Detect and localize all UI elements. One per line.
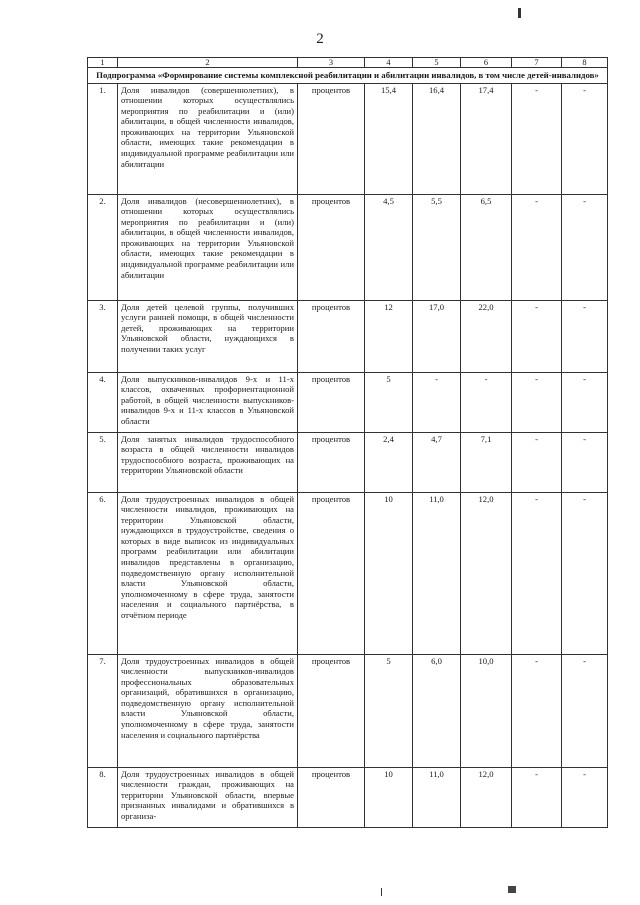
subprogram-title: Подпрограмма «Формирование системы комплексной реабилитации и абилитации инвалидов, в том числе детей-инвалидов»	[88, 68, 608, 84]
page-number: 2	[316, 31, 324, 47]
value-col8: -	[562, 300, 608, 372]
subprogram-row	[88, 68, 608, 84]
indicator-unit: процентов	[298, 767, 365, 827]
value-col5: 17,0	[413, 300, 461, 372]
value-col8: -	[562, 194, 608, 300]
value-col6: 17,4	[461, 83, 512, 194]
value-col4: 12	[365, 300, 413, 372]
value-col7: -	[512, 654, 562, 767]
value-col7: -	[512, 300, 562, 372]
value-col6: 10,0	[461, 654, 512, 767]
row-number: 6.	[88, 492, 118, 654]
value-col7: -	[512, 83, 562, 194]
indicator-unit: процентов	[298, 492, 365, 654]
table-row	[88, 300, 608, 372]
value-col8: -	[562, 83, 608, 194]
value-col6: 12,0	[461, 492, 512, 654]
value-col6: 6,5	[461, 194, 512, 300]
value-col4: 4,5	[365, 194, 413, 300]
column-header: 6	[461, 58, 512, 68]
table-row	[88, 767, 608, 827]
table-row	[88, 654, 608, 767]
value-col5: 11,0	[413, 492, 461, 654]
column-header: 4	[365, 58, 413, 68]
indicator-name: Доля выпускников-инвалидов 9-х и 11-х классов, охваченных профориентационной работой, в общей численности выпускников-инвалидов 9-х и 11-х классов в Ульяновской области	[118, 372, 298, 432]
value-col6: 7,1	[461, 432, 512, 492]
value-col4: 10	[365, 767, 413, 827]
column-header: 2	[118, 58, 298, 68]
table-row	[88, 372, 608, 432]
value-col6: 12,0	[461, 767, 512, 827]
indicator-name: Доля трудоустроенных инвалидов в общей численности инвалидов, проживающих на территории Ульяновской области, нуждающихся в трудоустройстве, сведения о которых в виде выписок из индивидуальных программ реабилитации или абилитации инвалидов представлены в организацию, подведомственную органу исполнительной власти Ульяновской области, уполномоченному в сфере труда, занятости населения и социального партнёрства, в отчётном периоде	[118, 492, 298, 654]
indicator-unit: процентов	[298, 654, 365, 767]
value-col5: 4,7	[413, 432, 461, 492]
column-header: 7	[512, 58, 562, 68]
value-col8: -	[562, 372, 608, 432]
value-col5: 6,0	[413, 654, 461, 767]
value-col7: -	[512, 492, 562, 654]
table-row	[88, 432, 608, 492]
value-col4: 10	[365, 492, 413, 654]
value-col7: -	[512, 372, 562, 432]
row-number: 3.	[88, 300, 118, 372]
column-header: 8	[562, 58, 608, 68]
value-col5: 11,0	[413, 767, 461, 827]
row-number: 5.	[88, 432, 118, 492]
row-number: 7.	[88, 654, 118, 767]
value-col5: 16,4	[413, 83, 461, 194]
value-col6: 22,0	[461, 300, 512, 372]
value-col6: -	[461, 372, 512, 432]
indicators-table	[87, 57, 608, 828]
indicator-name: Доля инвалидов (несовершеннолетних), в отношении которых осуществлялись мероприятия по реабилитации и (или) абилитации, в общей численности инвалидов, проживающих на территории Ульяновской области, имеющих такие рекомендации в индивидуальной программе реабилитации или абилитации	[118, 194, 298, 300]
table-row	[88, 194, 608, 300]
indicator-name: Доля трудоустроенных инвалидов в общей численности выпускников-инвалидов профессиональных образовательных организаций, обратившихся в организацию, подведомственную органу исполнительной власти Ульяновской области, уполномоченному в сфере труда, занятости населения и социального партнёрства	[118, 654, 298, 767]
indicator-unit: процентов	[298, 194, 365, 300]
indicator-name: Доля детей целевой группы, получивших услуги ранней помощи, в общей численности детей, проживающих на территории Ульяновской области, нуждающихся в получении таких услуг	[118, 300, 298, 372]
value-col7: -	[512, 194, 562, 300]
indicator-unit: процентов	[298, 83, 365, 194]
indicator-unit: процентов	[298, 432, 365, 492]
column-header: 1	[88, 58, 118, 68]
table-row	[88, 83, 608, 194]
column-number-row	[88, 58, 608, 68]
value-col8: -	[562, 492, 608, 654]
row-number: 1.	[88, 83, 118, 194]
indicator-unit: процентов	[298, 372, 365, 432]
scan-artifact	[518, 8, 521, 18]
scan-artifact	[508, 886, 516, 893]
indicator-name: Доля инвалидов (совершеннолетних), в отношении которых осуществлялись мероприятия по реабилитации и (или) абилитации, в общей численности инвалидов, проживающих на территории Ульяновской области, имеющих такие рекомендации в индивидуальной программе реабилитации или абилитации	[118, 83, 298, 194]
value-col5: -	[413, 372, 461, 432]
value-col8: -	[562, 654, 608, 767]
value-col5: 5,5	[413, 194, 461, 300]
row-number: 2.	[88, 194, 118, 300]
row-number: 4.	[88, 372, 118, 432]
column-header: 5	[413, 58, 461, 68]
row-number: 8.	[88, 767, 118, 827]
value-col4: 2,4	[365, 432, 413, 492]
value-col8: -	[562, 432, 608, 492]
value-col7: -	[512, 432, 562, 492]
column-header: 3	[298, 58, 365, 68]
indicator-unit: процентов	[298, 300, 365, 372]
value-col4: 5	[365, 654, 413, 767]
indicator-name: Доля трудоустроенных инвалидов в общей численности граждан, проживающих на территории Ульяновской области, впервые признанных инвалидами и обратившихся в организа-	[118, 767, 298, 827]
value-col4: 5	[365, 372, 413, 432]
value-col8: -	[562, 767, 608, 827]
value-col7: -	[512, 767, 562, 827]
value-col4: 15,4	[365, 83, 413, 194]
scan-artifact	[381, 888, 382, 896]
indicator-name: Доля занятых инвалидов трудоспособного возраста в общей численности инвалидов трудоспособного возраста, проживающих на территории Ульяновской области	[118, 432, 298, 492]
table-row	[88, 492, 608, 654]
